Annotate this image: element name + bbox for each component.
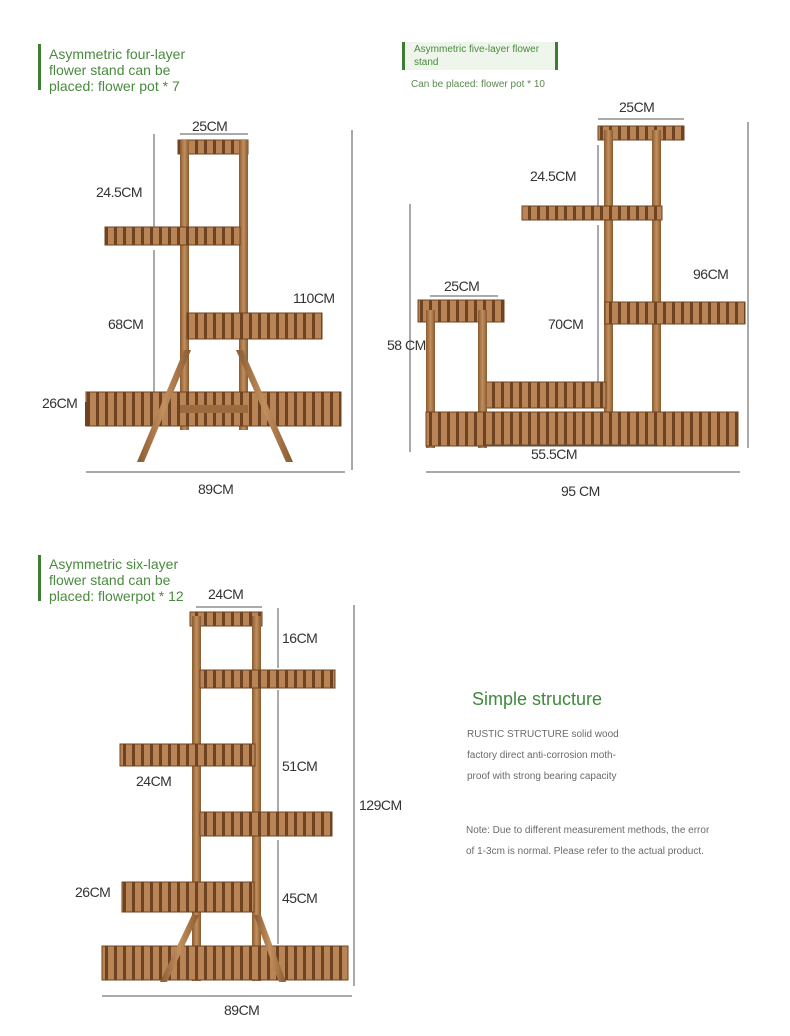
four-layer-title-line: Asymmetric four-layer: [49, 46, 186, 62]
six-layer-top-width-label: 24CM: [208, 586, 244, 602]
six-layer-mid-gap-label: 51CM: [282, 758, 318, 774]
five-layer-title-line: Asymmetric five-layer flower: [414, 44, 540, 55]
five-layer-mid-gap-label: 70CM: [548, 316, 584, 332]
structure-description: [467, 724, 619, 787]
five-layer-subtitle: Can be placed: flower pot * 10: [411, 79, 545, 90]
structure-description-line: proof with strong bearing capacity: [467, 771, 617, 782]
six-layer-title-line: placed: flowerpot * 12: [49, 588, 184, 604]
five-layer-height-label: 96CM: [693, 266, 729, 282]
six-layer-depth-label: 26CM: [75, 884, 111, 900]
five-layer-top-width-label: 25CM: [619, 99, 655, 115]
six-layer-title-line: Asymmetric six-layer: [49, 556, 179, 572]
four-layer-title-line: placed: flower pot * 7: [49, 78, 180, 94]
measurement-note-line: of 1-3cm is normal. Please refer to the actual product.: [466, 846, 704, 857]
five-layer-side-width-label: 25CM: [444, 278, 480, 294]
five-layer-inner-width-label: 55.5CM: [531, 446, 578, 462]
five-layer-side-height-label: 58 CM: [387, 337, 426, 353]
five-layer-width-label: 95 CM: [561, 483, 600, 499]
four-layer-shelf-gap-label: 24.5CM: [96, 184, 143, 200]
six-layer-dim-lines: [102, 605, 354, 996]
measurement-note: [466, 820, 709, 862]
four-layer-title-line: flower stand can be: [49, 62, 171, 78]
six-layer-height-label: 129CM: [359, 797, 402, 813]
six-layer-top-gap-label: 16CM: [282, 630, 318, 646]
structure-description-line: factory direct anti-corrosion moth-: [467, 750, 616, 761]
six-layer-stand: [102, 612, 348, 982]
five-layer-title-line: stand: [414, 57, 439, 68]
six-layer-title-line: flower stand can be: [49, 572, 171, 588]
five-layer-shelf-gap-label: 24.5CM: [530, 168, 577, 184]
four-layer-width-label: 89CM: [198, 481, 234, 497]
four-layer-height-label: 110CM: [293, 290, 335, 306]
six-layer-width-label: 89CM: [224, 1002, 260, 1018]
structure-heading: Simple structure: [472, 689, 603, 709]
four-layer-mid-gap-label: 68CM: [108, 316, 144, 332]
six-layer-lower-gap-label: 45CM: [282, 890, 318, 906]
measurement-note-line: Note: Due to different measurement methods, the error: [466, 825, 710, 836]
six-layer-left-depth-label: 24CM: [136, 773, 172, 789]
structure-description-line: RUSTIC STRUCTURE solid wood: [467, 729, 619, 740]
four-layer-top-width-label: 25CM: [192, 118, 228, 134]
four-layer-depth-label: 26CM: [42, 395, 78, 411]
